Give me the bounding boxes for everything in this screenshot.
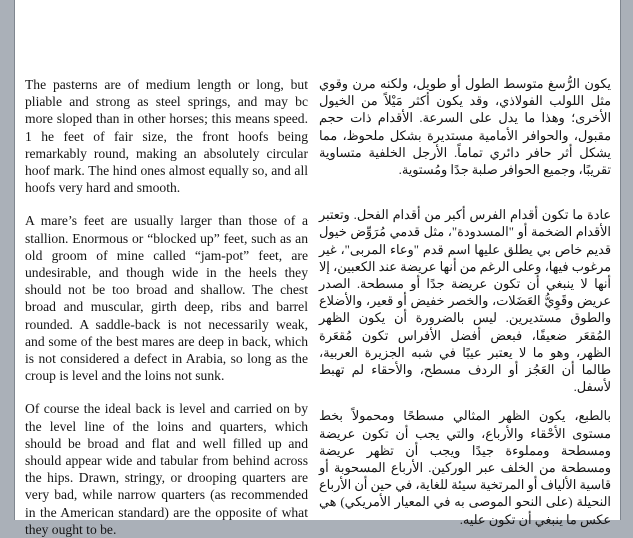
arabic-paragraph-1: يكون الرُّسغ متوسط الطول أو طويل، ولكنه مرن وقوي مثل اللولب الفولاذي، وقد يكون أكثر مَيْلاً من الخيول الأخرى؛ وهذا ما يدل على السرعة. الأقدام ذات حجم مقبول، والحوافر الأمامية مستديرة بشكل ملحوظ، مما يشكل أثر حافر دائري تماماً. الأرجل الخلفية متساوية تقريبًا، وجميع الحوافر صلبة جدًا ومُستوية. xyxy=(319,77,611,178)
english-paragraph-2: A mare’s feet are usually larger than those of a stallion. Enormous or “blocked up” feet, such as an old groom of mine called “jam-pot” feet, are undesirable, and though wide in the heels they should not be too broad and shallow. The chest broad and muscular, girth deep, ribs and barrel rounded. A saddle-back is not necessarily weak, and some of the best mares are deep in back, which is not considered a defect in Arabia, so long as the croup is level and the loins not sunk. xyxy=(25,213,308,384)
arabic-paragraph-2: عادة ما تكون أقدام الفرس أكبر من أقدام الفحل. وتعتبر الأقدام الضخمة أو "المسدودة"، مثل قدمي مُرَوِّض خيول قديم خاص بي يطلق عليها اسم قدم "وعاء المربى"، غير مرغوب فيها، وعلى الرغم من أنها عريضة عند الكعبين، إلا أنها لا ينبغي أن تكون عريضة جدًا أو مسطحة. الصدر عريض وقَوِيُّ العَضَلات، والخصر خفيض أو قعير، والأضلاع والطوق مستديرين. ليس بالضرورة أن يكون الظهر المُقعَر ضعيفًا، فبعض أفضل الأفراس تكون مُقعَرة الظهر، وهو ما لا يعتبر عيبًا في شبه الجزيرة العربية، طالما أن العَجُز أو الردف مسطح، والأحقاء لم تهبط لأسفل. xyxy=(319,208,611,395)
arabic-paragraph-3: بالطبع، يكون الظهر المثالي مسطحًا ومحمولاً بخط مستوى الأحْقاء والأرباع، والتي يجب أن تكون عريضة ومسطحة ومملوءة جيدًا ويجب أن تظهر عريضة ومسطحة من الخلف عبر الوركين. الأرباع المسحوبة أو قاسية الألياف أو المرتخية سيئة للغاية، في حين أن الأرباع النحيلة (على النحو الموصى به في المعيار الأمريكي) هي عكس ما ينبغي أن تكون عليه. xyxy=(319,409,611,527)
arabic-column xyxy=(319,76,611,529)
document-page xyxy=(14,0,621,537)
english-paragraph-3: Of course the ideal back is level and carried on by the level line of the loins and quarters, which should be broad and flat and well filled up and should appear wide and tabular from behind across the hips. Drawn, stringy, or drooping quarters are very bad, while narrow quarters (as recommended in the American standard) are the opposite of what they ought to be. xyxy=(25,401,308,537)
english-column xyxy=(25,76,308,538)
english-paragraph-1: The pasterns are of medium length or long, but pliable and strong as steel springs, and may bc more sloped than in other horses; this means speed. 1 he feet of fair size, the front hoofs being remarkably round, making an absolutely circular hoof mark. The hind ones almost equally so, and all hoofs very hard and smooth. xyxy=(25,77,308,196)
